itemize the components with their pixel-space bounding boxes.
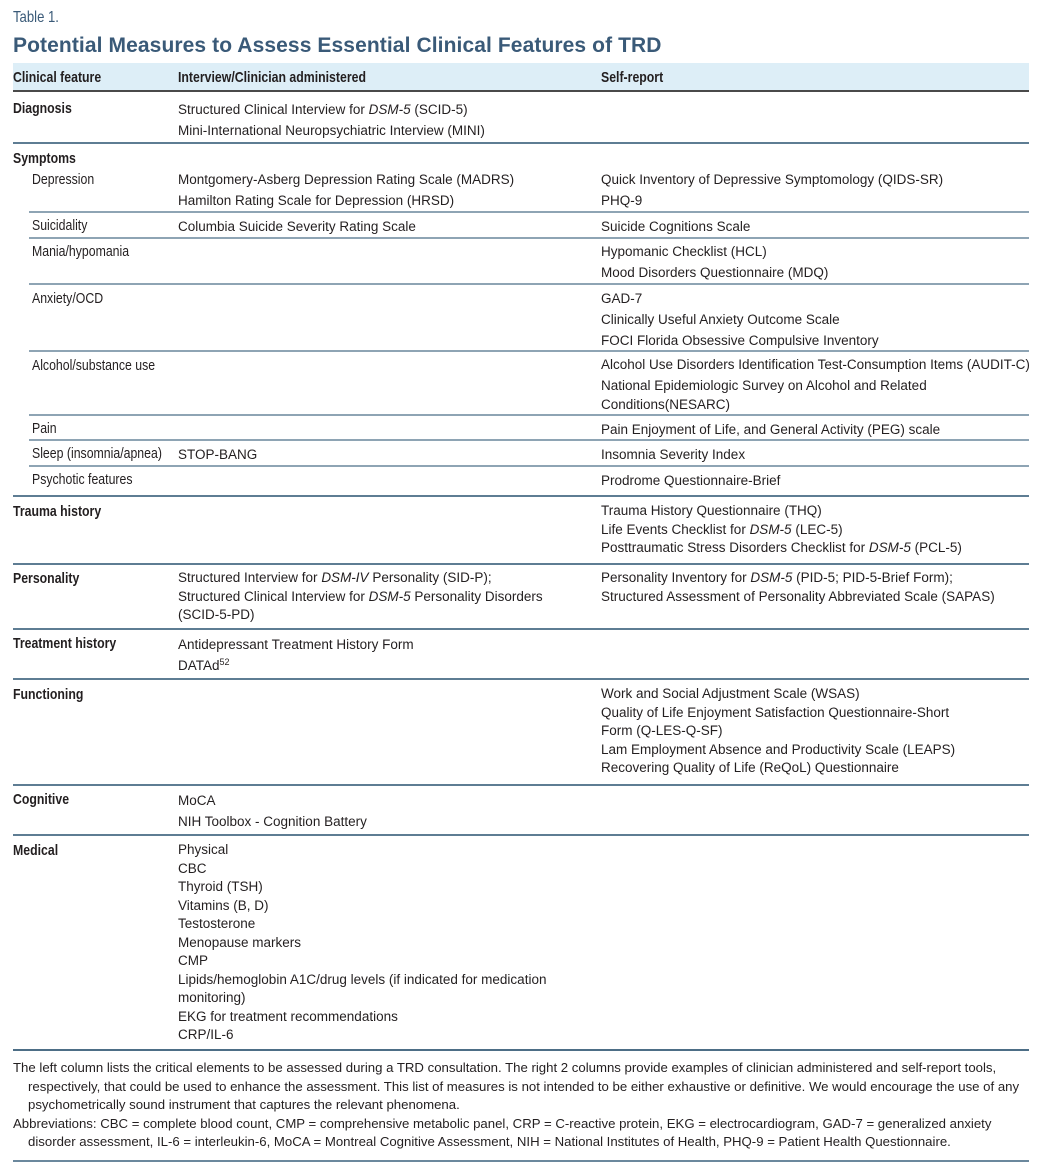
row-divider [13,784,1029,786]
measure-item: Recovering Quality of Life (ReQoL) Questionnaire [601,760,899,775]
column-header-clinical-feature: Clinical feature [13,69,102,86]
measure-item: Personality Inventory for DSM-5 (PID-5; PID-5-Brief Form); [601,570,953,585]
self-report-cell [601,288,1041,351]
footnote-bottom-rule [13,1160,1029,1162]
measure-item: Life Events Checklist for DSM-5 (LEC-5) [601,521,843,537]
clinician-cell [178,790,588,832]
measure-item: Insomnia Severity Index [601,447,746,462]
measure-item: Structured Interview for DSM-IV Personality (SID-P); [178,570,492,585]
feature-label: Medical [13,842,59,859]
table-footnotes [13,1059,1029,1152]
self-report-cell [601,169,1041,211]
measure-item: Vitamins (B, D) [178,897,269,913]
row-divider [13,563,1029,565]
table-title: Potential Measures to Assess Essential Clinical Features of TRD [13,34,662,57]
measure-item: Lam Employment Absence and Productivity Scale (LEAPS) [601,741,956,757]
clinician-cell [178,216,588,237]
row-divider [29,237,1029,239]
clinician-cell [178,841,563,1045]
subfeature-label: Depression [32,171,95,188]
clinician-cell [178,569,568,625]
measure-item: NIH Toolbox - Cognition Battery [178,814,367,829]
measure-item: CMP [178,953,208,968]
measure-item: Menopause markers [178,934,302,950]
subfeature-label: Sleep (insomnia/apnea) [32,445,162,462]
row-divider [13,495,1029,497]
table-bottom-rule [13,1049,1029,1051]
subfeature-label: Psychotic features [32,471,133,488]
measure-item: Testosterone [178,916,256,931]
measure-item: Hypomanic Checklist (HCL) [601,244,767,259]
column-header-clinician: Interview/Clinician administered [178,69,366,86]
clinician-cell [178,99,588,141]
measure-item: Columbia Suicide Severity Rating Scale [178,219,416,234]
clinician-cell [178,169,588,211]
subfeature-label: Anxiety/OCD [32,290,104,307]
feature-label: Trauma history [13,503,102,520]
row-divider [29,465,1029,467]
row-divider [13,142,1029,144]
measure-item: EKG for treatment recommendations [178,1008,398,1024]
self-report-cell [601,444,1041,465]
measure-item: CBC [178,860,207,876]
footnote-abbreviations: Abbreviations: CBC = complete blood count, CMP = comprehensive metabolic panel, CRP = C-reactive protein, EKG = electrocardiogram, GAD-7 = generalized anxiety disorder assessment, IL-6 = interleukin-6, MoCA = Montreal Cognitive Assessment, NIH = National Institutes of Health, PHQ-9 = Patient Health Questionnaire. [13,1115,992,1149]
measure-item: Prodrome Questionnaire-Brief [601,473,781,488]
row-divider [29,350,1029,352]
self-report-cell [601,355,1041,414]
measure-item: FOCI Florida Obsessive Compulsive Inventory [601,333,879,348]
row-divider [13,834,1029,836]
measure-item: Thyroid (TSH) [178,879,263,894]
clinician-cell [178,444,588,465]
measure-item: Work and Social Adjustment Scale (WSAS) [601,686,860,701]
measure-item: Mood Disorders Questionnaire (MDQ) [601,265,829,280]
measure-item: Clinically Useful Anxiety Outcome Scale [601,312,840,327]
row-divider [13,628,1029,630]
column-header-self-report: Self-report [601,69,664,86]
measure-item: STOP-BANG [178,447,258,462]
measure-item: CRP/IL-6 [178,1027,234,1042]
row-divider [29,283,1029,285]
row-divider [29,439,1029,441]
self-report-cell [601,216,1041,237]
self-report-cell [601,502,1041,558]
measure-item: Suicide Cognitions Scale [601,219,751,234]
self-report-cell [601,569,1041,606]
feature-label: Cognitive [13,791,70,808]
self-report-cell [601,685,981,778]
measure-item: Mini-International Neuropsychiatric Interview (MINI) [178,123,485,138]
row-divider [13,678,1029,680]
feature-label: Personality [13,570,80,587]
reference-superscript: 52 [219,657,230,667]
subfeature-label: Pain [32,420,57,437]
self-report-cell [601,241,1041,283]
measure-item: Pain Enjoyment of Life, and General Activity (PEG) scale [601,422,941,437]
feature-label: Functioning [13,686,84,703]
clinician-cell [178,634,588,676]
table-header [13,63,1029,92]
row-divider [29,211,1029,213]
measure-item: Physical [178,842,229,857]
measure-item: Quick Inventory of Depressive Symptomology (QIDS-SR) [601,172,944,187]
feature-label: Treatment history [13,635,117,652]
measure-item: Trauma History Questionnaire (THQ) [601,503,822,518]
measure-item: Antidepressant Treatment History Form [178,637,414,652]
measure-item: Structured Assessment of Personality Abbreviated Scale (SAPAS) [601,588,995,604]
measure-item: National Epidemiologic Survey on Alcohol and Related Conditions(NESARC) [601,378,927,412]
measure-item: DATAd$^{52}$ [178,657,230,673]
measure-item: Posttraumatic Stress Disorders Checklist for DSM-5 (PCL-5) [601,540,962,555]
measure-item: Montgomery-Asberg Depression Rating Scale (MADRS) [178,172,515,187]
table-label: Table 1. [13,9,59,26]
feature-label: Diagnosis [13,100,72,117]
measure-item: GAD-7 [601,291,643,306]
row-divider [29,414,1029,416]
subfeature-label: Suicidality [32,217,88,234]
subfeature-label: Mania/hypomania [32,243,130,260]
measure-item: Structured Clinical Interview for DSM-5 (SCID-5) [178,102,468,117]
measure-item: Structured Clinical Interview for DSM-5 Personality Disorders (SCID-5-PD) [178,588,543,622]
measure-item: Quality of Life Enjoyment Satisfaction Questionnaire-Short Form (Q-LES-Q-SF) [601,704,950,738]
measure-item: Alcohol Use Disorders Identification Test-Consumption Items (AUDIT-C) [601,357,1030,372]
self-report-cell [601,470,1041,491]
footnote-note: The left column lists the critical elements to be assessed during a TRD consultation. The right 2 columns provide examples of clinician administered and self-report tools, respectively, that could be used to enhance the assessment. This list of measures is not intended to be either exhaustive or definitive. We would encourage the use of any psychometrically sound instrument that captures the relevant phenomena. [13,1060,1020,1112]
self-report-cell [601,419,1041,440]
subfeature-label: Alcohol/substance use [32,357,156,374]
feature-label: Symptoms [13,150,76,167]
measure-item: MoCA [178,793,216,808]
measure-item: Lipids/hemoglobin A1C/drug levels (if indicated for medication monitoring) [178,971,547,1005]
measure-item: Hamilton Rating Scale for Depression (HRSD) [178,193,455,208]
measure-item: PHQ-9 [601,193,643,208]
